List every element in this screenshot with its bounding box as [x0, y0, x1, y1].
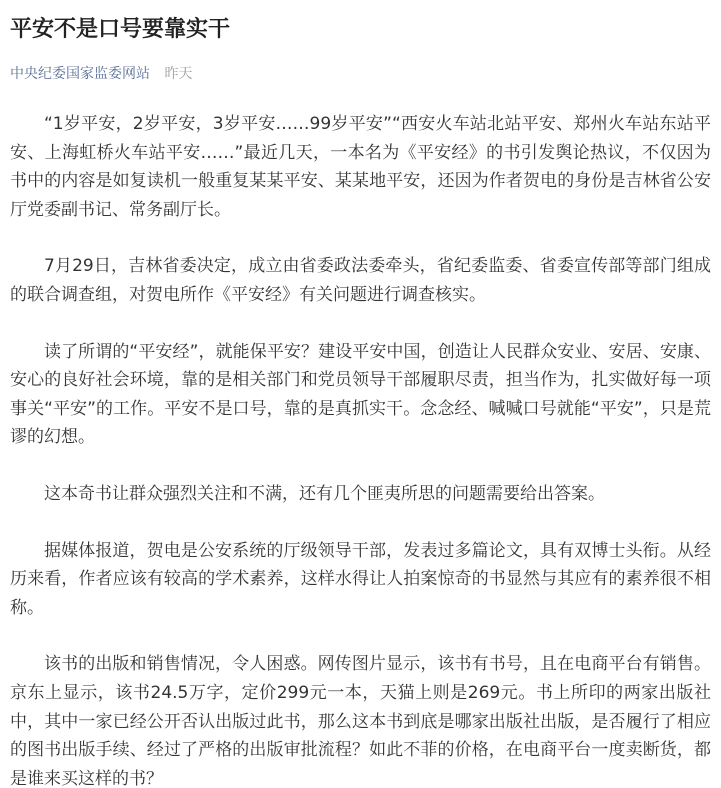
article-body	[10, 110, 711, 788]
article-meta	[10, 62, 711, 86]
article-paragraph-2: 7月29日，吉林省委决定，成立由省委政法委牵头，省纪委监委、省委宣传部等部门组成的联合调查组，对贺电所作《平安经》有关问题进行调查核实。	[10, 256, 711, 305]
publish-date: 昨天	[164, 66, 193, 82]
article-paragraph-6: 该书的出版和销售情况，令人困惑。网传图片显示，该书有书号，且在电商平台有销售。京东上显示，该书24.5万字，定价299元一本，天猫上则是269元。书上所印的两家出版社中，其中一家已经公开否认出版过此书，那么这本书到底是哪家出版社出版，是否履行了相应的图书出版手续、经过了严格的出版审批流程？如此不菲的价格，在电商平台一度卖断货，都是谁来买这样的书？	[10, 654, 711, 788]
article-paragraph-5: 据媒体报道，贺电是公安系统的厅级领导干部，发表过多篇论文，具有双博士头衔。从经历来看，作者应该有较高的学术素养，这样水得让人拍案惊奇的书显然与其应有的素养很不相称。	[10, 540, 711, 618]
article-paragraph-3: 读了所谓的“平安经”，就能保平安？建设平安中国，创造让人民群众安业、安居、安康、安心的良好社会环境，靠的是相关部门和党员领导干部履职尽责，担当作为，扎实做好每一项事关“平安”的工作。平安不是口号，靠的是真抓实干。念念经、喊喊口号就能“平安”，只是荒谬的幻想。	[10, 341, 711, 448]
article-title: 平安不是口号要靠实干	[10, 17, 231, 42]
source-link[interactable]: 中央纪委国家监委网站	[10, 66, 150, 82]
article-paragraph-4: 这本奇书让群众强烈关注和不满，还有几个匪夷所思的问题需要给出答案。	[44, 483, 605, 504]
article-paragraph-1: “1岁平安，2岁平安，3岁平安……99岁平安”“西安火车站北站平安、郑州火车站东站平安、上海虹桥火车站平安……”最近几天，一本名为《平安经》的书引发舆论热议，不仅因为书中的内容是如复读机一般重复某某平安、某某地平安，还因为作者贺电的身份是吉林省公安厅党委副书记、常务副厅长。	[10, 114, 711, 220]
